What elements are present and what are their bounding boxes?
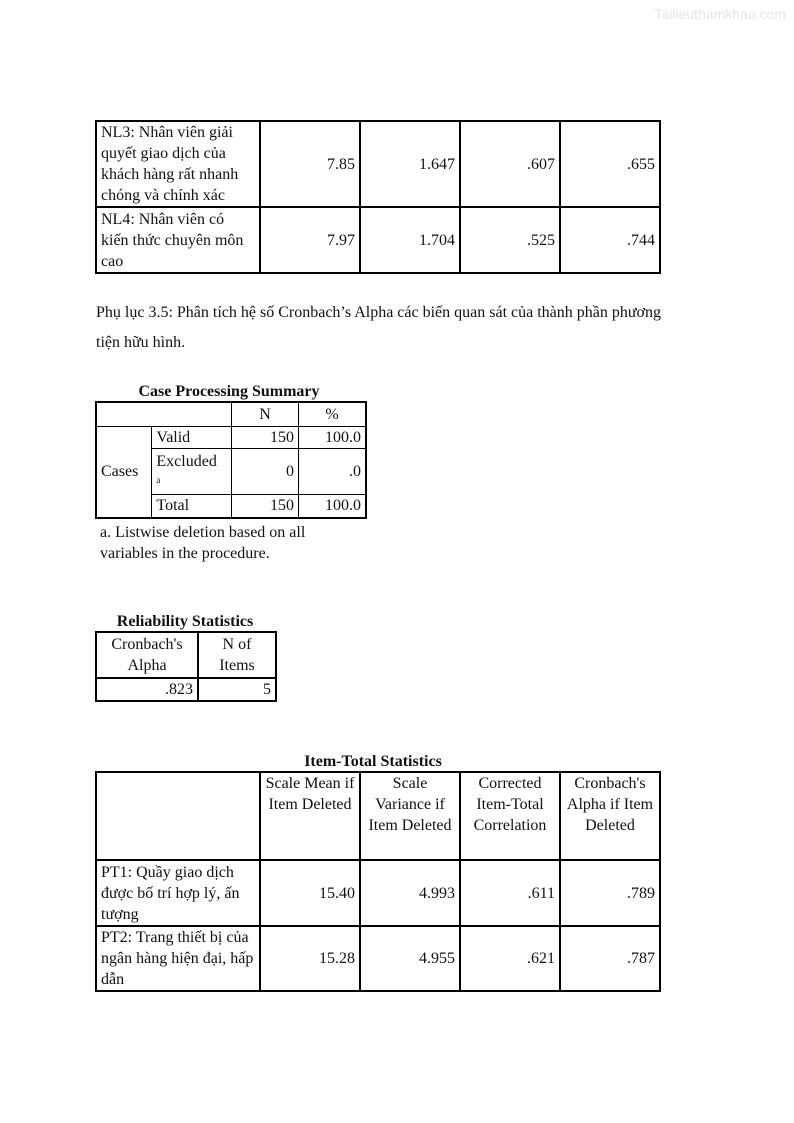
cell-value: 4.993 [360, 860, 460, 926]
row-label: PT2: Trang thiết bị của ngân hàng hiện đại, hấp dẫn [96, 926, 260, 991]
table-row [96, 860, 660, 926]
cell-value: 1.647 [360, 121, 460, 207]
cell-value: .787 [560, 926, 660, 991]
table-row [96, 207, 660, 273]
cell-value: 15.28 [260, 926, 360, 991]
table-row [96, 121, 660, 207]
column-header-n-items: N of Items [198, 632, 276, 678]
cell-value: 150 [232, 426, 299, 448]
cell-value: .655 [560, 121, 660, 207]
case-processing-table [95, 401, 367, 519]
cell-value: 100.0 [299, 494, 367, 518]
table-row [96, 678, 276, 701]
continuation-table [95, 120, 661, 274]
table-row [96, 402, 366, 426]
cell-value: .621 [460, 926, 560, 991]
row-label-excluded [152, 448, 232, 494]
row-label: Excluded [156, 453, 217, 470]
row-label: NL4: Nhân viên có kiến thức chuyên môn cao [96, 207, 260, 273]
cell-value: .823 [96, 678, 198, 701]
column-header: Scale Variance if Item Deleted [360, 772, 460, 860]
table-footnote: a. Listwise deletion based on all variables in the procedure. [100, 524, 306, 562]
cell-value: .607 [460, 121, 560, 207]
row-label: NL3: Nhân viên giải quyết giao dịch của khách hàng rất nhanh chóng và chính xác [96, 121, 260, 207]
table-row [96, 926, 660, 991]
appendix-caption: Phụ lục 3.5: Phân tích hệ số Cronbach’s Alpha các biến quan sát của thành phần phương tiện hữu hình. [96, 304, 662, 351]
cell-value: 7.97 [260, 207, 360, 273]
reliability-title: Reliability Statistics [116, 613, 254, 630]
column-header: Corrected Item-Total Correlation [460, 772, 560, 860]
table-row [96, 426, 366, 448]
watermark-text: Tailieuthamkhao.com [654, 6, 786, 22]
footnote-marker: a [156, 475, 161, 485]
empty-header-cell [96, 772, 260, 860]
case-processing-title: Case Processing Summary [138, 383, 320, 400]
column-header-n: N [232, 402, 299, 426]
cell-value: 0 [232, 448, 299, 494]
item-total-table [95, 771, 661, 992]
cell-value: .744 [560, 207, 660, 273]
cell-value: 7.85 [260, 121, 360, 207]
group-label: Cases [96, 426, 152, 518]
column-header: Cronbach's Alpha if Item Deleted [560, 772, 660, 860]
row-label: Total [152, 494, 232, 518]
column-header-alpha: Cronbach's Alpha [96, 632, 198, 678]
cell-value: 15.40 [260, 860, 360, 926]
table-row [96, 632, 276, 678]
column-header-percent: % [299, 402, 367, 426]
cell-value: 4.955 [360, 926, 460, 991]
item-total-title: Item-Total Statistics [304, 753, 442, 770]
empty-header-cell [96, 402, 232, 426]
table-row [96, 772, 660, 860]
row-label: PT1: Quầy giao dịch được bố trí hợp lý, ấn tượng [96, 860, 260, 926]
cell-value: .789 [560, 860, 660, 926]
cell-value: .525 [460, 207, 560, 273]
cell-value: .0 [299, 448, 367, 494]
column-header: Scale Mean if Item Deleted [260, 772, 360, 860]
cell-value: .611 [460, 860, 560, 926]
reliability-table [95, 631, 277, 702]
cell-value: 150 [232, 494, 299, 518]
cell-value: 1.704 [360, 207, 460, 273]
cell-value: 100.0 [299, 426, 367, 448]
row-label: Valid [152, 426, 232, 448]
cell-value: 5 [198, 678, 276, 701]
